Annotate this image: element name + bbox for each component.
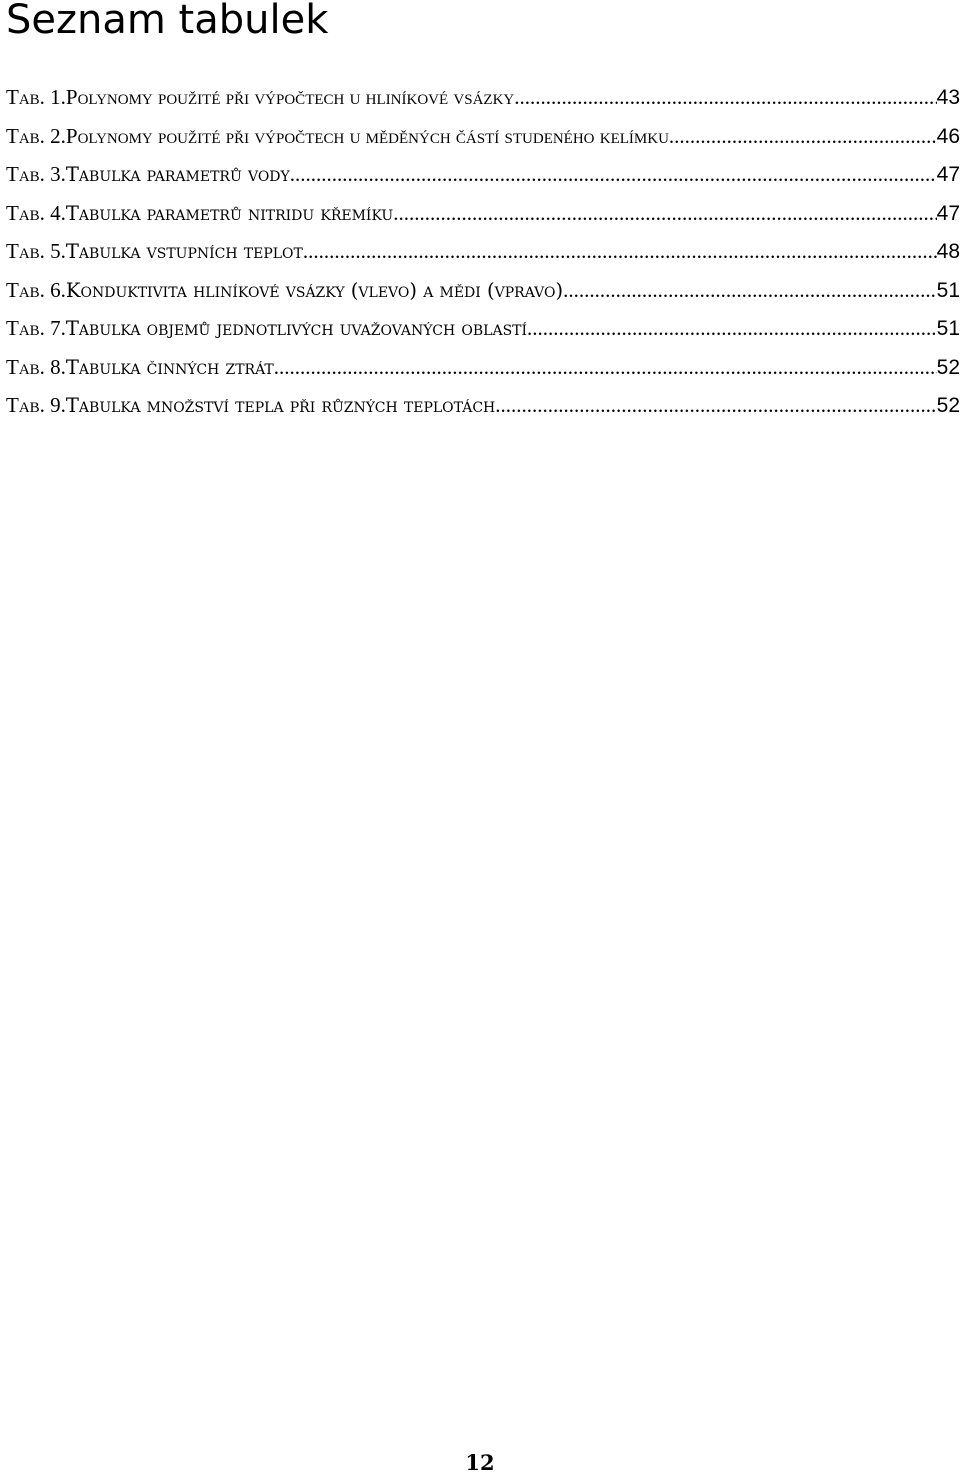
dot-leader	[303, 239, 937, 264]
entry-title: Tabulka parametrů vody	[65, 163, 290, 186]
dot-leader	[563, 278, 937, 303]
entry-number: Tab. 3.	[6, 162, 66, 186]
entry-title: Polynomy použité při výpočtech u měděných částí studeného kelímku	[65, 123, 669, 148]
table-list	[6, 85, 960, 432]
dot-leader	[514, 85, 936, 110]
entry-page: 51	[936, 278, 960, 302]
entry-number: Tab. 8.	[6, 354, 66, 379]
table-entry-8[interactable]	[6, 355, 960, 394]
entry-title: Tabulka množství tepla při různých teplotách	[65, 394, 496, 417]
dot-leader	[669, 124, 937, 149]
entry-title: Konduktivita hliníkové vsázky (vlevo) a mědi (vpravo)	[65, 278, 564, 302]
page-title: Seznam tabulek	[6, 0, 329, 43]
entry-page: 52	[936, 355, 960, 379]
dot-leader	[290, 162, 937, 187]
dot-leader	[527, 316, 937, 341]
dot-leader	[393, 201, 936, 226]
entry-page: 48	[936, 240, 960, 263]
table-entry-2[interactable]	[6, 124, 960, 163]
entry-number: Tab. 6.	[6, 277, 66, 302]
entry-title: Polynomy použité při výpočtech u hliníkové vsázky	[65, 85, 515, 109]
entry-number: Tab. 9.	[6, 393, 66, 417]
entry-number: Tab. 1.	[6, 85, 66, 109]
dot-leader	[274, 355, 937, 380]
dot-leader	[495, 393, 936, 418]
entry-page: 47	[936, 201, 960, 225]
entry-title: Tabulka činných ztrát	[65, 355, 274, 379]
entry-number: Tab. 5.	[6, 239, 66, 263]
entry-page: 47	[936, 163, 960, 186]
entry-title: Tabulka parametrů nitridu křemíku	[65, 201, 394, 225]
table-entry-7[interactable]	[6, 316, 960, 355]
table-entry-4[interactable]	[6, 201, 960, 240]
entry-title: Tabulka objemů jednotlivých uvažovaných oblastí	[65, 317, 528, 340]
page-number: 12	[465, 1450, 495, 1475]
entry-number: Tab. 2.	[6, 123, 66, 148]
table-entry-6[interactable]	[6, 278, 960, 317]
entry-number: Tab. 7.	[6, 316, 66, 340]
entry-title: Tabulka vstupních teplot	[65, 240, 303, 263]
table-entry-1[interactable]	[6, 85, 960, 124]
entry-page: 51	[936, 317, 960, 340]
entry-page: 52	[936, 394, 960, 417]
table-entry-5[interactable]	[6, 239, 960, 278]
entry-page: 46	[936, 124, 960, 148]
entry-number: Tab. 4.	[6, 200, 66, 225]
table-entry-3[interactable]	[6, 162, 960, 201]
table-entry-9[interactable]	[6, 393, 960, 432]
entry-page: 43	[936, 86, 960, 109]
